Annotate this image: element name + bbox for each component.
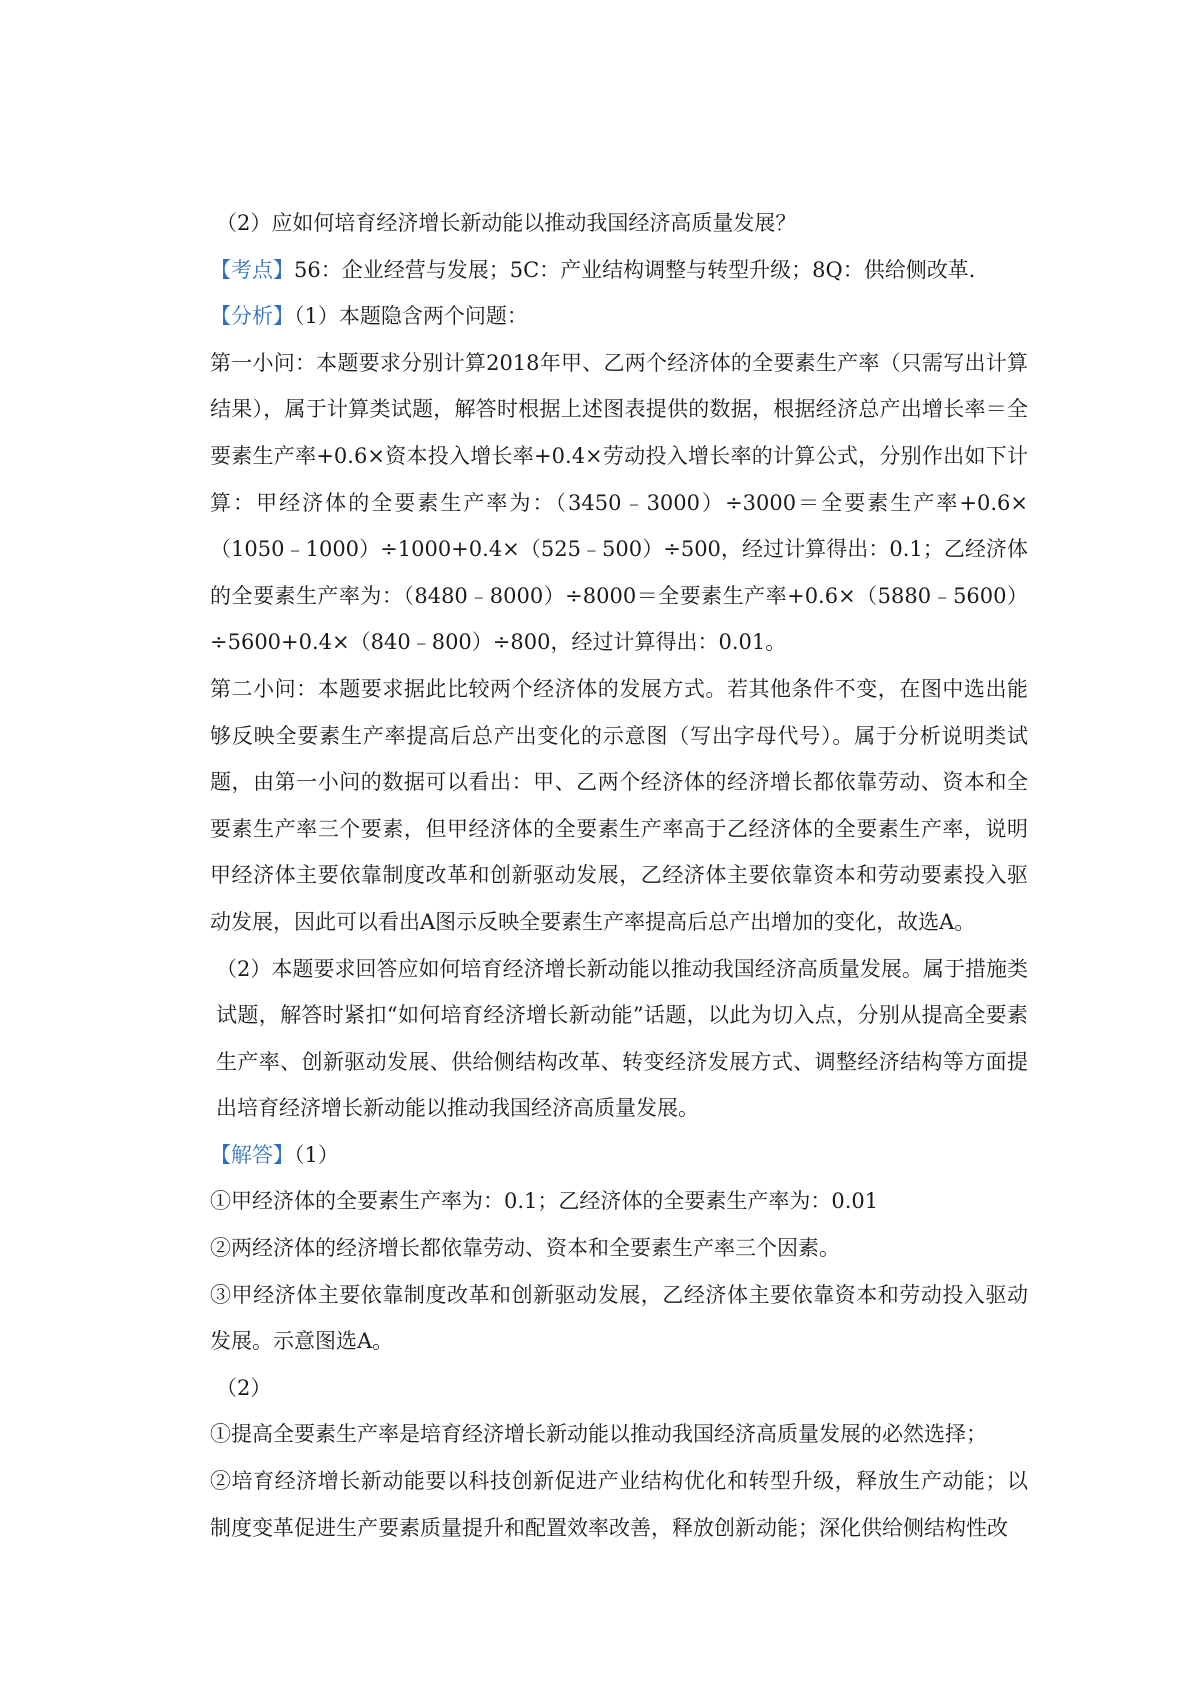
jieda-tag: 【解答】 — [210, 1142, 294, 1167]
jieda-item-4: ①提高全要素生产率是培育经济增长新动能以推动我国经济高质量发展的必然选择； — [210, 1422, 987, 1447]
jieda-item-1: ①甲经济体的全要素生产率为：0.1；乙经济体的全要素生产率为：0.01 — [210, 1189, 879, 1214]
jieda-item-2: ②两经济体的经济增长都依靠劳动、资本和全要素生产率三个因素。 — [210, 1236, 840, 1261]
fenxi-part3: （2）本题要求回答应如何培育经济增长新动能以推动我国经济高质量发展。属于措施类试题，解答时紧扣“如何培育经济增长新动能”话题，以此为切入点，分别从提高全要素生产率、创新驱动发展、供给侧结构改革、转变经济发展方式、调整经济结构等方面提出培育经济增长新动能以推动我国经济高质量发展。 — [216, 956, 1028, 1121]
jieda-item-5: ②培育经济增长新动能要以科技创新促进产业结构优化和转型升级，释放生产动能；以制度变革促进生产要素质量提升和配置效率改善，释放创新动能；深化供给侧结构性改 — [210, 1469, 1028, 1540]
fenxi-tag: 【分析】 — [210, 304, 294, 329]
jieda-intro-2: （2） — [216, 1375, 272, 1400]
jieda-item-3: ③甲经济体主要依靠制度改革和创新驱动发展，乙经济体主要依靠资本和劳动投入驱动发展。示意图选A。 — [210, 1282, 1028, 1354]
kaodian-tag: 【考点】 — [210, 257, 294, 282]
question-2: （2）应如何培育经济增长新动能以推动我国经济高质量发展？ — [216, 211, 797, 235]
kaodian-text: 56：企业经营与发展；5C：产业结构调整与转型升级；8Q：供给侧改革． — [294, 257, 990, 282]
jieda-section — [210, 1132, 1028, 1179]
kaodian-section — [210, 247, 1028, 294]
fenxi-intro: （1）本题隐含两个问题： — [294, 304, 528, 329]
document-page — [210, 200, 1028, 1551]
fenxi-part1: 第一小问：本题要求分别计算2018年甲、乙两个经济体的全要素生产率（只需写出计算结果），属于计算类试题，解答时根据上述图表提供的数据，根据经济总产出增长率＝全要素生产率+0.6×资本投入增长率+0.4×劳动投入增长率的计算公式，分别作出如下计算：甲经济体的全要素生产率为：（3450﹣3000）÷3000＝全要素生产率+0.6×（1050﹣1000）÷1000+0.4×（525﹣500）÷500，经过计算得出：0.1；乙经济体的全要素生产率为：（8480﹣8000）÷8000＝全要素生产率+0.6×（5880﹣5600）÷5600+0.4×（840﹣800）÷800，经过计算得出：0.01。 — [210, 350, 1028, 655]
fenxi-section — [210, 293, 1028, 340]
fenxi-part2: 第二小问：本题要求据此比较两个经济体的发展方式。若其他条件不变，在图中选出能够反映全要素生产率提高后总产出变化的示意图（写出字母代号）。属于分析说明类试题，由第一小问的数据可以看出：甲、乙两个经济体的经济增长都依靠劳动、资本和全要素生产率三个要素，但甲经济体的全要素生产率高于乙经济体的全要素生产率，说明甲经济体主要依靠制度改革和创新驱动发展，乙经济体主要依靠资本和劳动要素投入驱动发展，因此可以看出A图示反映全要素生产率提高后总产出增加的变化，故选A。 — [210, 676, 1028, 934]
jieda-intro: （1） — [294, 1142, 339, 1167]
